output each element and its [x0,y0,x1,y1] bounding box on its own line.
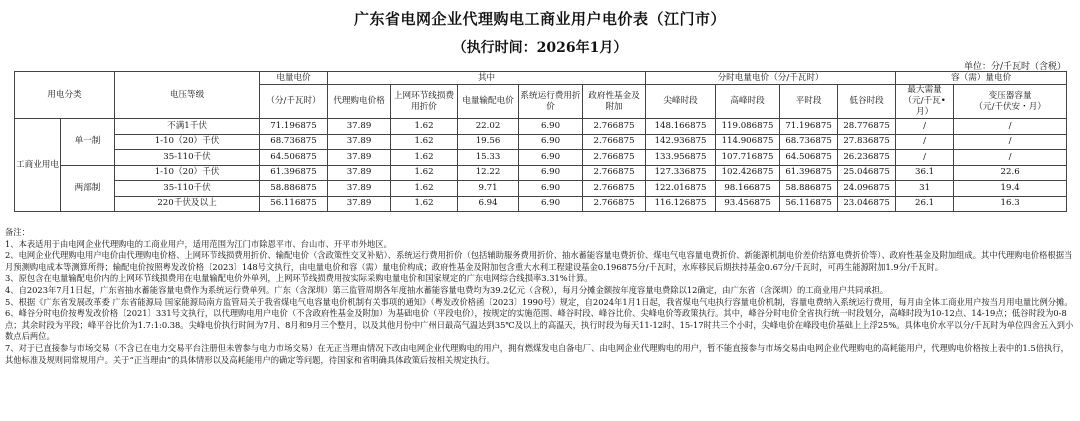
table-row [15,134,1067,150]
page-subtitle: （执行时间：2026年1月） [452,40,628,56]
cell-flat: 71.196875 [780,119,838,135]
subcat-two-part: 两部制 [61,165,115,212]
cell-voltage: 35-110千伏 [115,181,260,197]
cell-system: 6.90 [519,196,583,212]
cell-peak: 102.426875 [716,165,780,181]
table-row [15,165,1067,181]
cell-fund: 2.766875 [583,196,646,212]
cell-demand: 31 [896,181,954,197]
header-valley: 低谷时段 [838,85,896,119]
cell-valley: 24.096875 [838,181,896,197]
cell-capacity: 16.3 [954,196,1067,212]
cell-price: 56.116875 [260,196,328,212]
cell-trans: 19.56 [458,134,519,150]
cell-loss: 1.62 [391,119,458,135]
header-peak: 高峰时段 [716,85,780,119]
header-system: 系统运行费用折价 [519,85,583,119]
cell-purchase: 37.89 [328,196,391,212]
cell-valley: 27.836875 [838,134,896,150]
cell-flat: 58.886875 [780,181,838,197]
cell-flat: 68.736875 [780,134,838,150]
cell-peak: 114.906875 [716,134,780,150]
cell-loss: 1.62 [391,181,458,197]
table-row [15,196,1067,212]
header-capacity-group: 容（需）量电价 [896,72,1067,85]
notes-section [5,227,1075,366]
cell-loss: 1.62 [391,134,458,150]
cell-sharp: 122.016875 [646,181,716,197]
cell-sharp: 142.936875 [646,134,716,150]
cell-flat: 64.506875 [780,150,838,166]
header-flat: 平时段 [780,85,838,119]
cell-system: 6.90 [519,134,583,150]
cell-system: 6.90 [519,119,583,135]
cell-demand: / [896,150,954,166]
note-item: 5、根据《广东省发展改革委 广东省能源局 国家能源局南方监管局关于我省煤电气电容量电价机制有关事项的通知》（粤发改价格函〔2023〕1990号）规定，自2024年1月1日起，我省煤电气电执行容量电价机制，容量电费纳入系统运行费用，每月由全体工商业用户按当月用电量比例分摊。 [5,296,1073,307]
page-title: 广东省电网企业代理购电工商业用户电价表（江门市） [353,10,726,28]
cell-price: 68.736875 [260,134,328,150]
cell-voltage: 35-110千伏 [115,150,260,166]
header-sharp: 尖峰时段 [646,85,716,119]
cell-peak: 98.166875 [716,181,780,197]
cell-price: 58.886875 [260,181,328,197]
table-row [15,150,1067,166]
cell-loss: 1.62 [391,165,458,181]
cell-valley: 23.046875 [838,196,896,212]
cell-valley: 25.046875 [838,165,896,181]
cell-trans: 22.02 [458,119,519,135]
header-fund: 政府性基金及附加 [583,85,646,119]
cell-capacity: / [954,134,1067,150]
category-cell: 工商业用电 [15,119,61,212]
cell-capacity: 19.4 [954,181,1067,197]
header-price-unit: （分/千瓦时） [260,85,328,119]
table-row [15,181,1067,197]
cell-trans: 12.22 [458,165,519,181]
cell-capacity: 22.6 [954,165,1067,181]
note-item: 6、峰谷分时电价按粤发改价格〔2021〕331号文执行，以代理购电用户电价（不含政府性基金及附加）为基础电价（平段电价），按规定的实施范围、峰谷时段、峰谷比价、尖峰电价等政策执行。其中，峰谷分时电价全省执行统一时段划分，高峰时段为10-12点、14-19点；低谷时段为0-8点；其余时段为平段；峰平谷比价为1.7:1:0.38。尖峰电价执行时间为7月、8月和9月三个整月，以及其他月份中广州日最高气温达到35℃及以上的高温天，执行时段为每天11-12时、15-17时共三个小时，尖峰电价在峰段电价基础上上浮25%。具体电价水平以分/千瓦时为单位四舍五入到小数点后两位。 [5,308,1074,342]
cell-flat: 56.116875 [780,196,838,212]
cell-system: 6.90 [519,165,583,181]
cell-purchase: 37.89 [328,150,391,166]
cell-loss: 1.62 [391,150,458,166]
cell-purchase: 37.89 [328,119,391,135]
header-capacity: 变压器容量 （元/千伏安・月） [954,85,1067,119]
cell-trans: 15.33 [458,150,519,166]
cell-system: 6.90 [519,150,583,166]
cell-voltage: 不满1千伏 [115,119,260,135]
cell-fund: 2.766875 [583,181,646,197]
cell-peak: 93.456875 [716,196,780,212]
cell-fund: 2.766875 [583,150,646,166]
cell-fund: 2.766875 [583,165,646,181]
cell-demand: 26.1 [896,196,954,212]
header-tou-group: 分时电量电价（分/千瓦时） [646,72,896,85]
cell-purchase: 37.89 [328,181,391,197]
cell-capacity: / [954,150,1067,166]
header-transmission: 电量输配电价 [458,85,519,119]
note-item: 2、电网企业代理购电用户电价由代理购电价格、上网环节线损费用折价、输配电价（含政策性交叉补贴）、系统运行费用折价（包括辅助服务费用折价、抽水蓄能容量电费折价、煤电气电容量电费折价、新能源机制电价差价结算电费折价等）、政府性基金及附加组成。其中代理购电价格根据当月预测购电成本等测算所得；输配电价按照粤发改价格〔2023〕148号文执行，由电量电价和容（需）量电价构成；政府性基金及附加包含重大水利工程建设基金0.196875分/千瓦时，水库移民后期扶持基金0.67分/千瓦时，可再生能源附加1.9分/千瓦时。 [5,250,1073,272]
cell-trans: 9.71 [458,181,519,197]
note-item: 7、对于已直接参与市场交易（不含已在电力交易平台注册但未曾参与电力市场交易）在无正当理由情况下改由电网企业代理购电的用户，拥有燃煤发电自备电厂、由电网企业代理购电的用户，暂不能直接参与市场交易由电网企业代理购电的高耗能用户，代理购电价格按上表中的1.5倍执行，其他标准及规则同常规用户。关于“正当理由”的具体情形以及高耗能用户的确定等问题，待国家和省明确具体政策后按相关规定执行。 [5,342,1069,365]
cell-fund: 2.766875 [583,134,646,150]
cell-demand: / [896,134,954,150]
note-item: 4、自2023年7月1日起，广东省抽水蓄能容量电费作为系统运行费单列。广东（含深圳）第三监管周期各年度抽水蓄能容量电费均为39.2亿元（含税），每月分摊金额按年度容量电费除以12确定，由广东省（含深圳）的工商业用户共同承担。 [5,284,889,295]
cell-valley: 28.776875 [838,119,896,135]
cell-demand: 36.1 [896,165,954,181]
cell-price: 71.196875 [260,119,328,135]
cell-sharp: 133.956875 [646,150,716,166]
header-category: 用电分类 [15,72,115,119]
cell-purchase: 37.89 [328,134,391,150]
cell-system: 6.90 [519,181,583,197]
cell-peak: 119.086875 [716,119,780,135]
header-price-group: 电量电价 [260,72,328,85]
cell-price: 61.396875 [260,165,328,181]
cell-trans: 6.94 [458,196,519,212]
header-voltage: 电压等级 [115,72,260,119]
price-table [14,71,1067,212]
cell-valley: 26.236875 [838,150,896,166]
header-of-which: 其中 [328,72,646,85]
header-purchase: 代理购电价格 [328,85,391,119]
cell-peak: 107.716875 [716,150,780,166]
cell-flat: 61.396875 [780,165,838,181]
note-heading: 备注： [5,227,30,237]
cell-price: 64.506875 [260,150,328,166]
cell-voltage: 1-10（20）千伏 [115,134,260,150]
note-item: 1、本表适用于由电网企业代理购电的工商业用户，适用范围为江门市除恩平市、台山市、开平市外地区。 [5,238,392,249]
header-max-demand: 最大需量 （元/千瓦•月） [896,85,954,119]
cell-capacity: / [954,119,1067,135]
cell-voltage: 1-10（20）千伏 [115,165,260,181]
note-item: 3、原包含在电量输配电价内的上网环节线损费用在电量输配电价外单列，上网环节线损费用按实际采购电量电价和国家规定的广东电网综合线损率3.31%计算。 [5,273,593,284]
subcat-single: 单一制 [61,119,115,166]
header-loss: 上网环节线损费用折价 [391,85,458,119]
cell-sharp: 148.166875 [646,119,716,135]
unit-label: 单位：分/千瓦时（含税） [963,62,1066,72]
table-row [15,119,1067,135]
cell-sharp: 116.126875 [646,196,716,212]
cell-demand: / [896,119,954,135]
cell-purchase: 37.89 [328,165,391,181]
cell-fund: 2.766875 [583,119,646,135]
cell-voltage: 220千伏及以上 [115,196,260,212]
cell-loss: 1.62 [391,196,458,212]
cell-sharp: 127.336875 [646,165,716,181]
